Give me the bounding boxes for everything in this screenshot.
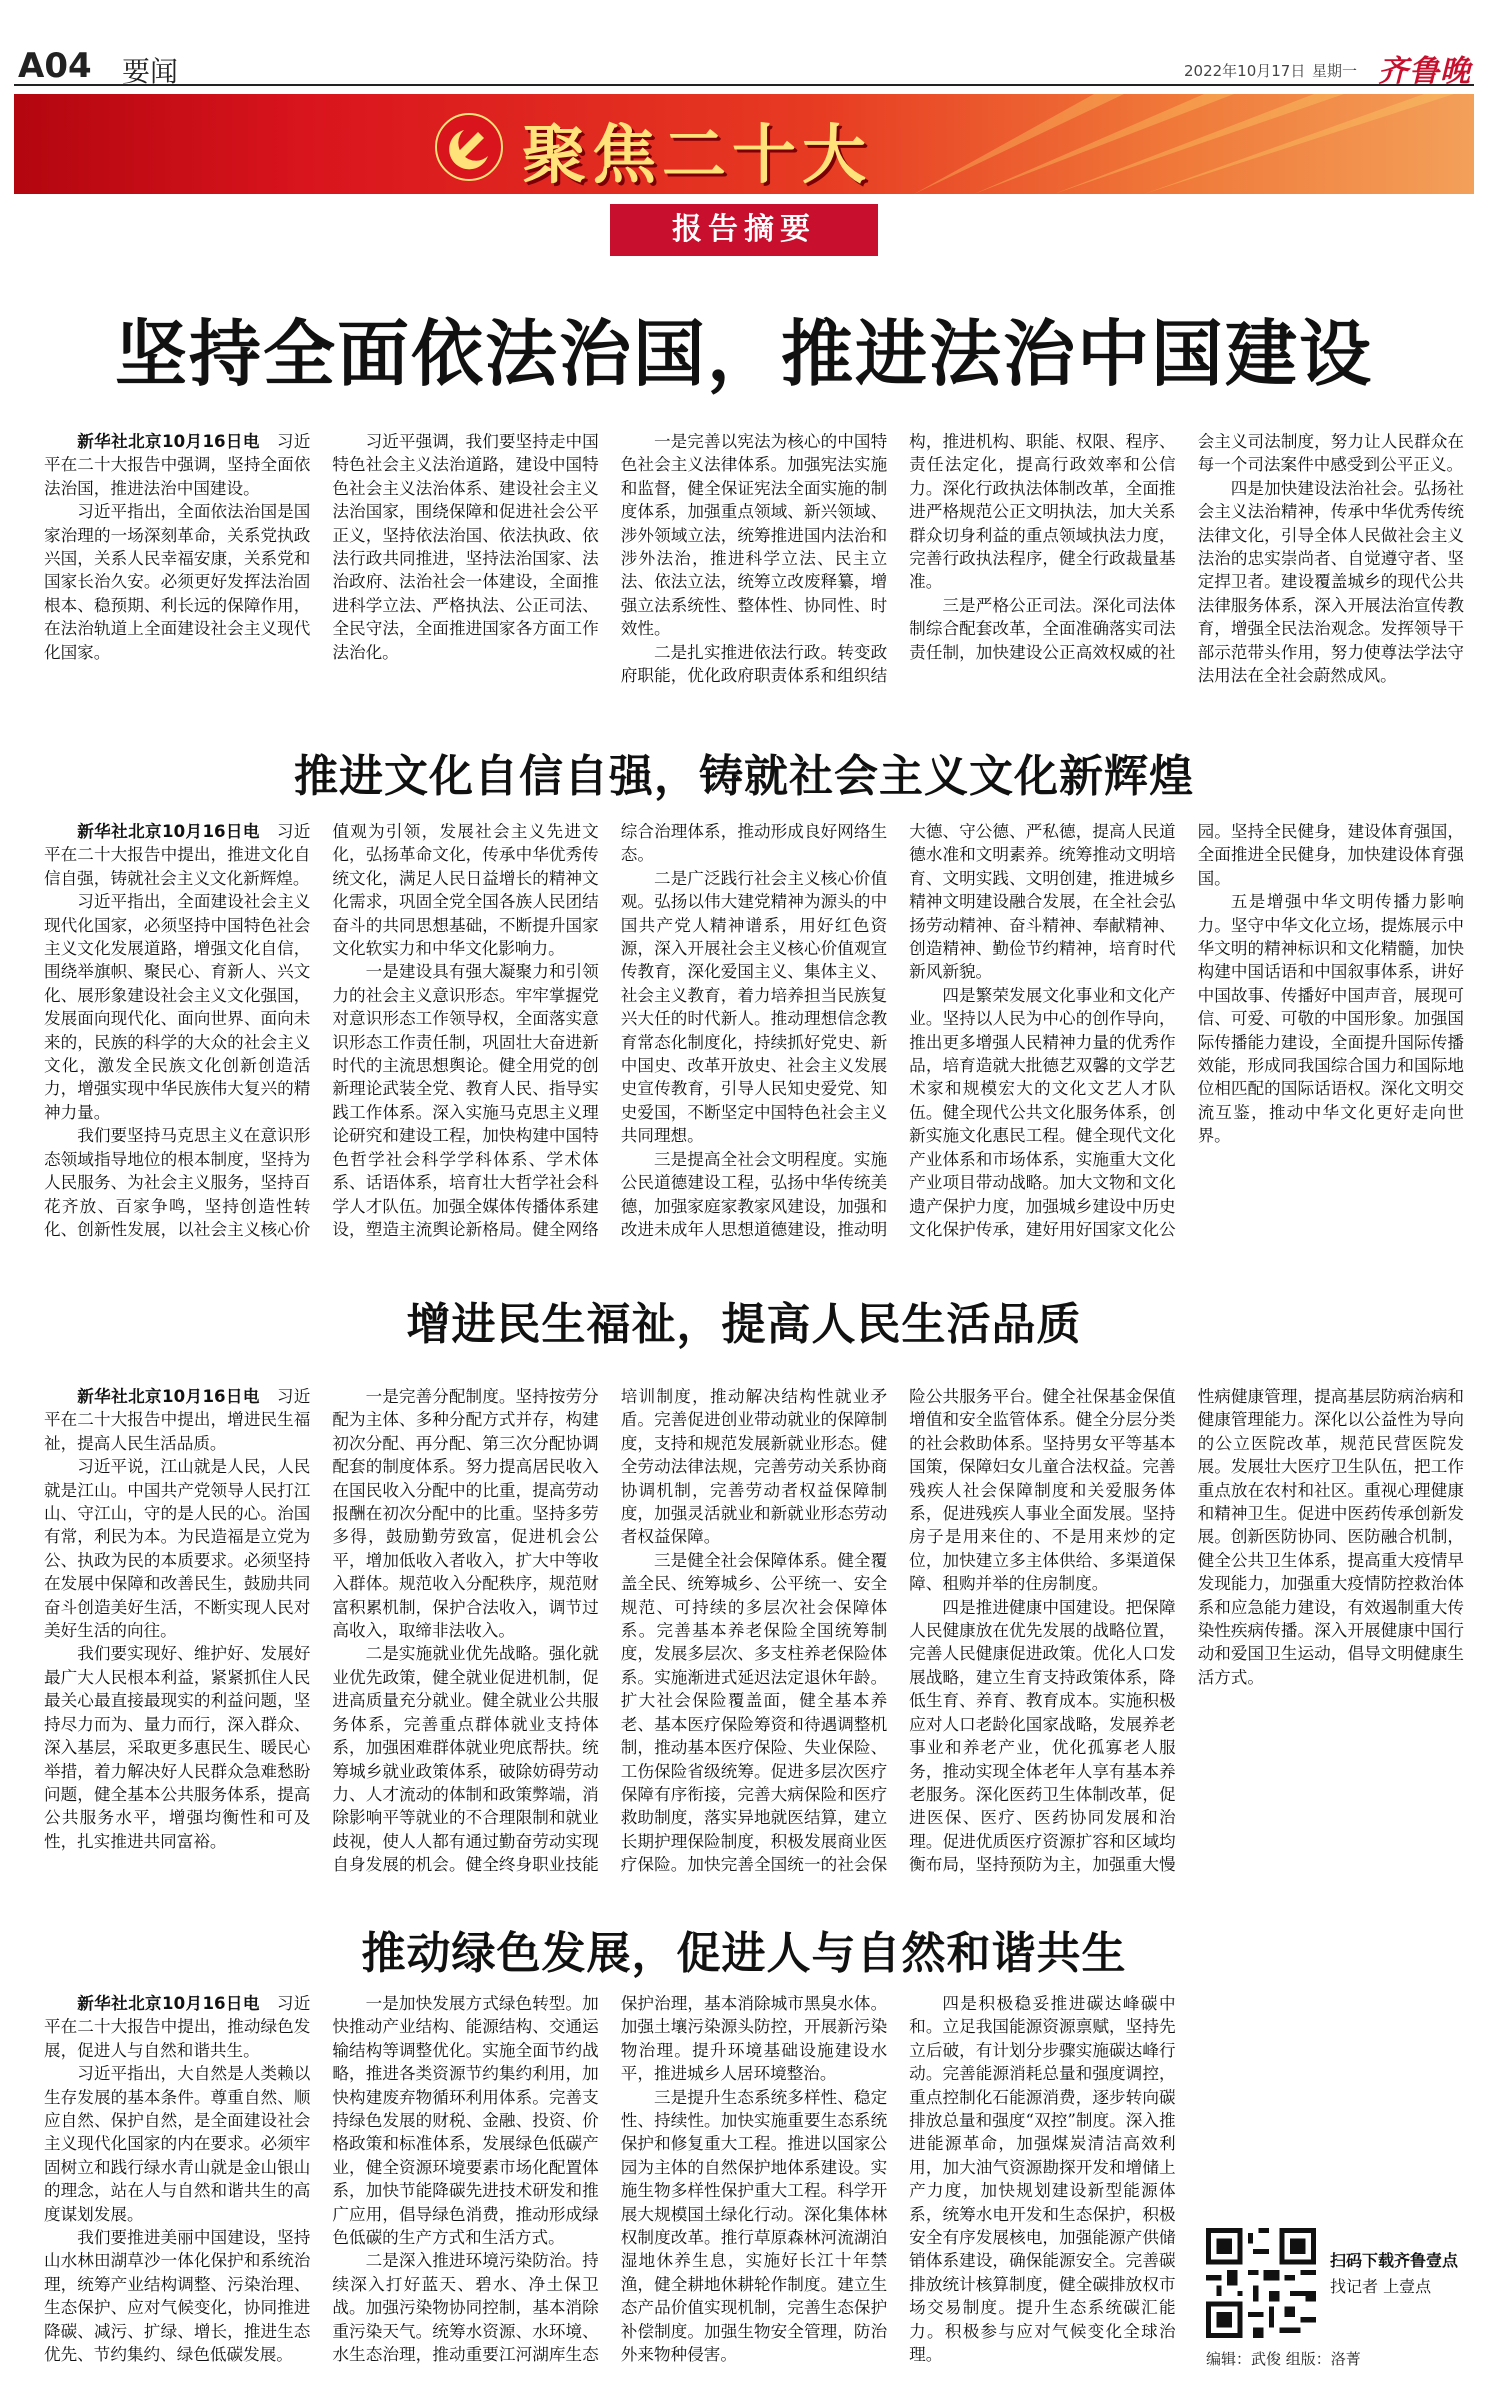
paragraph-text: 二是广泛践行社会主义核心价值观。弘扬以伟大建党精神为源头的中国共产党人精神谱系，用好红色资源，深入开展社会主义核心价值观宣传教育，深化爱国主义、集体主义、社会主义教育，着力培养担当民族复兴大任的时代新人。推动理想信念教育常态化制度化，持续抓好党史、新中国史、改革开放史、社会主义发展史宣传教育，引导人民知史爱党、知史爱国，不断坚定中国特色社会主义共同理想。 [620,868,888,1146]
article-livelihood [44,1385,1464,1890]
paragraph-text: 我们要推进美丽中国建设，坚持山水林田湖草沙一体化保护和系统治理，统筹产业结构调整、污染治理、生态保护、应对气候变化，协同推进降碳、减污、扩绿、增长，推进生态优先、节约集约、绿色低碳发展。 [44,2228,311,2365]
paragraph-text: 三是健全社会保障体系。健全覆盖全民、统筹城乡、公平统一、安全规范、可持续的多层次社会保障体系。完善基本养老保险全国统筹制度，发展多层次、多支柱养老保险体系。实施渐进式延迟法定退休年龄。扩大社会保险覆盖面，健全基本养老、基本医疗保险筹资和待遇调整机制，推动基本医疗保险、失业保险、工伤保险省级统筹。促进多层次医疗保障有序衔接，完善大病保险和医疗救助制度，落实异地就医结算，建立长期护理保险制度，积极发展商业医疗保险。加快完善全国统一的社会保险公共服务平台。健全社保基金保值增值和安全监管体系。健全分层分类的社会救助体系。坚持男女平等基本国策，保障妇女儿童合法权益。完善残疾人社会保障制度和关爱服务体系，促进残疾人事业全面发展。坚持房子是用来住的、不是用来炒的定位，加快建立多主体供给、多渠道保障、租购并举的住房制度。 [620,1387,1176,1875]
party-emblem-icon [434,112,504,182]
paragraph-text: 四是推进健康中国建设。把保障人民健康放在优先发展的战略位置，完善人民健康促进政策。优化人口发展战略，建立生育支持政策体系，降低生育、养育、教育成本。实施积极应对人口老龄化国家战略，发展养老事业和养老产业，优化孤寡老人服务，推动实现全体老年人享有基本养老服务。深化医药卫生体制改革，促进医保、医疗、医药协同发展和治理。促进优质医疗资源扩容和区域均衡布局，坚持预防为主，加强重大慢性病健康管理，提高基层防病治病和健康管理能力。深化以公益性为导向的公立医院改革，规范民营医院发展。发展壮大医疗卫生队伍，把工作重点放在农村和社区。重视心理健康和精神卫生。促进中医药传承创新发展。创新医防协同、医防融合机制，健全公共卫生体系，提高重大疫情早发现能力，加强重大疫情防控救治体系和应急能力建设，有效遏制重大传染性疾病传播。深入开展健康中国行动和爱国卫生运动，倡导文明健康生活方式。 [909,1387,1464,1875]
qr-code-icon[interactable] [1206,2228,1316,2338]
paragraph-text: 一是建设具有强大凝聚力和引领力的社会主义意识形态。牢牢掌握党对意识形态工作领导权，全面落实意识形态工作责任制，巩固壮大奋进新时代的主流思想舆论。健全用党的创新理论武装全党、教育人民、指导实践工作体系。深入实施马克思主义理论研究和建设工程，加快构建中国特色哲学社会科学学科体系、学术体系、话语体系，培育壮大哲学社会科学人才队伍。加强全媒体传播体系建设，塑造主流舆论新格局。健全网络综合治理体系，推动形成良好网络生态。 [332,822,888,1239]
article-paragraph [44,1992,310,2062]
article-paragraph [621,2086,887,2367]
article-paragraph [44,430,310,500]
paragraph-text: 五是增强中华文明传播力影响力。坚守中华文化立场，提炼展示中华文明的精神标识和文化精髓，加快构建中国话语和中国叙事体系，讲好中国故事、传播好中国声音，展现可信、可爱、可敬的中国形象。加强国际传播能力建设，全面提升国际传播效能，形成同我国综合国力和国际地位相匹配的国际话语权。深化文明交流互鉴，推动中华文化更好走向世界。 [1197,892,1464,1146]
paragraph-text: 二是深入推进环境污染防治。持续深入打好蓝天、碧水、净土保卫战。加强污染物协同控制，基本消除重污染天气。统筹水资源、水环境、水生态治理，推动重要江河湖库生态保护治理，基本消除城市黑臭水体。加强土壤污染源头防控，开展新污染物治理。提升环境基础设施建设水平，推进城乡人居环境整治。 [332,1994,888,2365]
qr-promo [1206,2228,1464,2378]
paragraph-text: 习近平指出，全面依法治国是国家治理的一场深刻革命，关系党执政兴国，关系人民幸福安康，关系党和国家长治久安。必须更好发挥法治固根本、稳预期、利长远的保障作用，在法治轨道上全面建设社会主义现代化国家。 [44,502,311,662]
article-rule-of-law [44,430,1464,706]
dateline: 新华社北京10月16日电 [77,432,260,451]
paragraph-text: 二是实施就业优先战略。强化就业优先政策，健全就业促进机制，促进高质量充分就业。健全就业公共服务体系，完善重点群体就业支持体系，加强困难群体就业兜底帮扶。统筹城乡就业政策体系，破除妨碍劳动力、人才流动的体制和政策弊端，消除影响平等就业的不合理限制和就业歧视，使人人都有通过勤奋劳动实现自身发展的机会。健全终身职业技能培训制度，推动解决结构性就业矛盾。完善促进创业带动就业的保障制度，支持和规范发展新就业形态。健全劳动法律法规，完善劳动关系协商协调机制，完善劳动者权益保障制度，加强灵活就业和新就业形态劳动者权益保障。 [332,1387,888,1875]
article-paragraph [44,1455,310,1642]
article-paragraph [332,1992,598,2249]
paragraph-text: 四是繁荣发展文化事业和文化产业。坚持以人民为中心的创作导向，推出更多增强人民精神力量的优秀作品，培育造就大批德艺双馨的文学艺术家和规模宏大的文化文艺人才队伍。健全现代公共文化服务体系，创新实施文化惠民工程。健全现代文化产业体系和市场体系，实施重大文化产业项目带动战略。加大文物和文化遗产保护力度，加强城乡建设中历史文化保护传承，建好用好国家文化公园。坚持全民健身，建设体育强国，全面推进全民健身，加快建设体育强国。 [909,822,1464,1239]
section-name: 要闻 [122,55,179,88]
paragraph-text: 四是积极稳妥推进碳达峰碳中和。立足我国能源资源禀赋，坚持先立后破，有计划分步骤实施碳达峰行动。完善能源消耗总量和强度调控，重点控制化石能源消费，逐步转向碳排放总量和强度“双控”制度。深入推进能源革命，加强煤炭清洁高效利用，加大油气资源勘探开发和增储上产力度，加快规划建设新型能源体系，统筹水电开发和生态保护，积极安全有序发展核电，加强能源产供储销体系建设，确保能源安全。完善碳排放统计核算制度，健全碳排放权市场交易制度。提升生态系统碳汇能力。积极参与应对气候变化全球治理。 [909,1994,1176,2365]
banner-rays-decoration [914,94,1474,194]
article-paragraph [332,430,598,664]
issue-weekday: 星期一 [1312,62,1358,80]
article-paragraph [44,1642,310,1853]
qr-reporter-slogan: 找记者 上壹点 [1330,2277,1432,2296]
section-headline-green: 推动绿色发展，促进人与自然和谐共生 [361,1928,1127,1979]
paragraph-text: 习近平在二十大报告中提出，增进民生福祉，提高人民生活品质。 [44,1387,311,1453]
article-paragraph [44,2226,310,2366]
article-paragraph [621,867,887,1148]
article-paragraph [1198,477,1464,688]
dateline: 新华社北京10月16日电 [77,822,260,841]
paragraph-text: 一是完善以宪法为核心的中国特色社会主义法律体系。加强宪法实施和监督，健全保证宪法全面实施的制度体系，加强重点领域、新兴领域、涉外领域立法，统筹推进国内法治和涉外法治，推进科学立法、民主立法、依法立法，统筹立改废释纂，增强立法系统性、整体性、协同性、时效性。 [620,432,888,639]
paragraph-text: 三是提升生态系统多样性、稳定性、持续性。加快实施重要生态系统保护和修复重大工程。推进以国家公园为主体的自然保护地体系建设。实施生物多样性保护重大工程。科学开展大规模国土绿化行动。深化集体林权制度改革。推行草原森林河流湖泊湿地休养生息，实施好长江十年禁渔，健全耕地休耕轮作制度。建立生态产品价值实现机制，完善生态保护补偿制度。加强生物安全管理，防治外来物种侵害。 [620,2087,888,2365]
dateline: 新华社北京10月16日电 [77,1387,260,1406]
paragraph-text: 三是提高全社会文明程度。实施公民道德建设工程，弘扬中华传统美德，加强家庭家教家风建设，加强和改进未成年人思想道德建设，推动明大德、守公德、严私德，提高人民道德水准和文明素养。统筹推动文明培育、文明实践、文明创建，推进城乡精神文明建设融合发展，在全社会弘扬劳动精神、奋斗精神、奉献精神、创造精神、勤俭节约精神，培育时代新风新貌。 [620,822,1176,1239]
paragraph-text: 二是扎实推进依法行政。转变政府职能，优化政府职责体系和组织结构，推进机构、职能、权限、程序、责任法定化，提高行政效率和公信力。深化行政执法体制改革，全面推进严格规范公正文明执法，加大关系群众切身利益的重点领域执法力度，完善行政执法程序，健全行政裁量基准。 [620,432,1176,686]
article-paragraph [44,1385,310,1455]
article-paragraph [44,500,310,664]
paragraph-text: 一是完善分配制度。坚持按劳分配为主体、多种分配方式并存，构建初次分配、再分配、第三次分配协调配套的制度体系。努力提高居民收入在国民收入分配中的比重，提高劳动报酬在初次分配中的比重。坚持多劳多得，鼓励勤劳致富，促进机会公平，增加低收入者收入，扩大中等收入群体。规范收入分配秩序，规范财富积累机制，保护合法收入，调节过高收入，取缔非法收入。 [332,1387,599,1641]
paragraph-text: 习近平指出，大自然是人类赖以生存发展的基本条件。尊重自然、顺应自然、保护自然，是全面建设社会主义现代化国家的内在要求。必须牢固树立和践行绿水青山就是金山银山的理念，站在人与自然和谐共生的高度谋划发展。 [44,2064,311,2224]
article-paragraph [1198,890,1464,1147]
section-headline-culture: 推进文化自信自强，铸就社会主义文化新辉煌 [294,751,1194,802]
qr-caption: 扫码下载齐鲁壹点 [1330,2251,1459,2270]
paragraph-text: 习近平说，江山就是人民，人民就是江山。中国共产党领导人民打江山、守江山，守的是人民的心。治国有常，利民为本。为民造福是立党为公、执政为民的本质要求。必须坚持在发展中保障和改善民生，鼓励共同奋斗创造美好生活，不断实现人民对美好生活的向往。 [44,1457,311,1641]
paragraph-text: 我们要坚持马克思主义在意识形态领域指导地位的根本制度，坚持为人民服务、为社会主义服务，坚持百花齐放、百家争鸣，坚持创造性转化、创新性发展，以社会主义核心价值观为引领，发展社会主义先进文化，弘扬革命文化，传承中华优秀传统文化，满足人民日益增长的精神文化需求，巩固全党全国各族人民团结奋斗的共同思想基础，不断提升国家文化软实力和中华文化影响力。 [44,822,599,1239]
topic-banner [14,94,1474,194]
article-paragraph [44,890,310,1124]
paragraph-text: 习近平在二十大报告中强调，坚持全面依法治国，推进法治中国建设。 [44,432,311,498]
issue-date: 2022年10月17日 [1184,62,1306,80]
paragraph-text: 四是加快建设法治社会。弘扬社会主义法治精神，传承中华优秀传统法律文化，引导全体人民做社会主义法治的忠实崇尚者、自觉遵守者、坚定捍卫者。建设覆盖城乡的现代公共法律服务体系，深入开展法治宣传教育，增强全民法治观念。发挥领导干部示范带头作用，努力使尊法学法守法用法在全社会蔚然成风。 [1197,478,1464,686]
paragraph-text: 习近平在二十大报告中提出，推动绿色发展，促进人与自然和谐共生。 [44,1994,311,2060]
paragraph-text: 我们要实现好、维护好、发展好最广大人民根本利益，紧紧抓住人民最关心最直接最现实的利益问题，坚持尽力而为、量力而行，深入群众、深入基层，采取更多惠民生、暖民心举措，着力解决好人民群众急难愁盼问题，健全基本公共服务体系，提高公共服务水平，增强均衡性和可及性，扎实推进共同富裕。 [44,1644,311,1851]
paragraph-text: 习近平在二十大报告中提出，推进文化自信自强，铸就社会主义文化新辉煌。 [44,822,311,888]
article-paragraph [44,820,310,890]
article-paragraph [44,2062,310,2226]
banner-title: 聚焦二十大 [522,118,872,193]
paragraph-text: 习近平指出，全面建设社会主义现代化国家，必须坚持中国特色社会主义文化发展道路，增强文化自信，围绕举旗帜、聚民心、育新人、兴文化、展形象建设社会主义文化强国，发展面向现代化、面向世界、面向未来的，民族的科学的大众的社会主义文化，激发全民族文化创新创造活力，增强实现中华民族伟大复兴的精神力量。 [44,892,311,1122]
masthead-logo: 齐鲁晚 [1378,54,1471,89]
page-header [14,44,1474,89]
paragraph-text: 一是加快发展方式绿色转型。加快推动产业结构、能源结构、交通运输结构等调整优化。实施全面节约战略，推进各类资源节约集约利用，加快构建废弃物循环利用体系。完善支持绿色发展的财税、金融、投资、价格政策和标准体系，发展绿色低碳产业，健全资源环境要素市场化配置体系，加快节能降碳先进技术研发和推广应用，倡导绿色消费，推动形成绿色低碳的生产方式和生活方式。 [332,1994,599,2248]
section-headline-livelihood: 增进民生福祉，提高人民生活品质 [406,1299,1082,1350]
editor-credits: 编辑：武俊 组版：洛菁 [1206,2350,1361,2368]
paragraph-text: 习近平强调，我们要坚持走中国特色社会主义法治道路，建设中国特色社会主义法治体系、建设社会主义法治国家，围绕保障和促进社会公平正义，坚持依法治国、依法执政、依法行政共同推进，坚持法治国家、法治政府、法治社会一体建设，全面推进科学立法、严格执法、公正司法、全民守法，全面推进国家各方面工作法治化。 [332,432,599,662]
main-headline: 坚持全面依法治国，推进法治中国建设 [114,312,1373,396]
article-paragraph [332,1385,598,1642]
page-number: A04 [18,46,92,86]
article-paragraph [621,430,887,641]
article-paragraph [909,1992,1175,2367]
report-summary-tag: 报告摘要 [610,204,878,256]
paragraph-text: 三是严格公正司法。深化司法体制综合配套改革，全面准确落实司法责任制，加快建设公正高效权威的社会主义司法制度，努力让人民群众在每一个司法案件中感受到公平正义。 [909,432,1464,662]
article-culture [44,820,1464,1250]
dateline: 新华社北京10月16日电 [77,1994,260,2013]
